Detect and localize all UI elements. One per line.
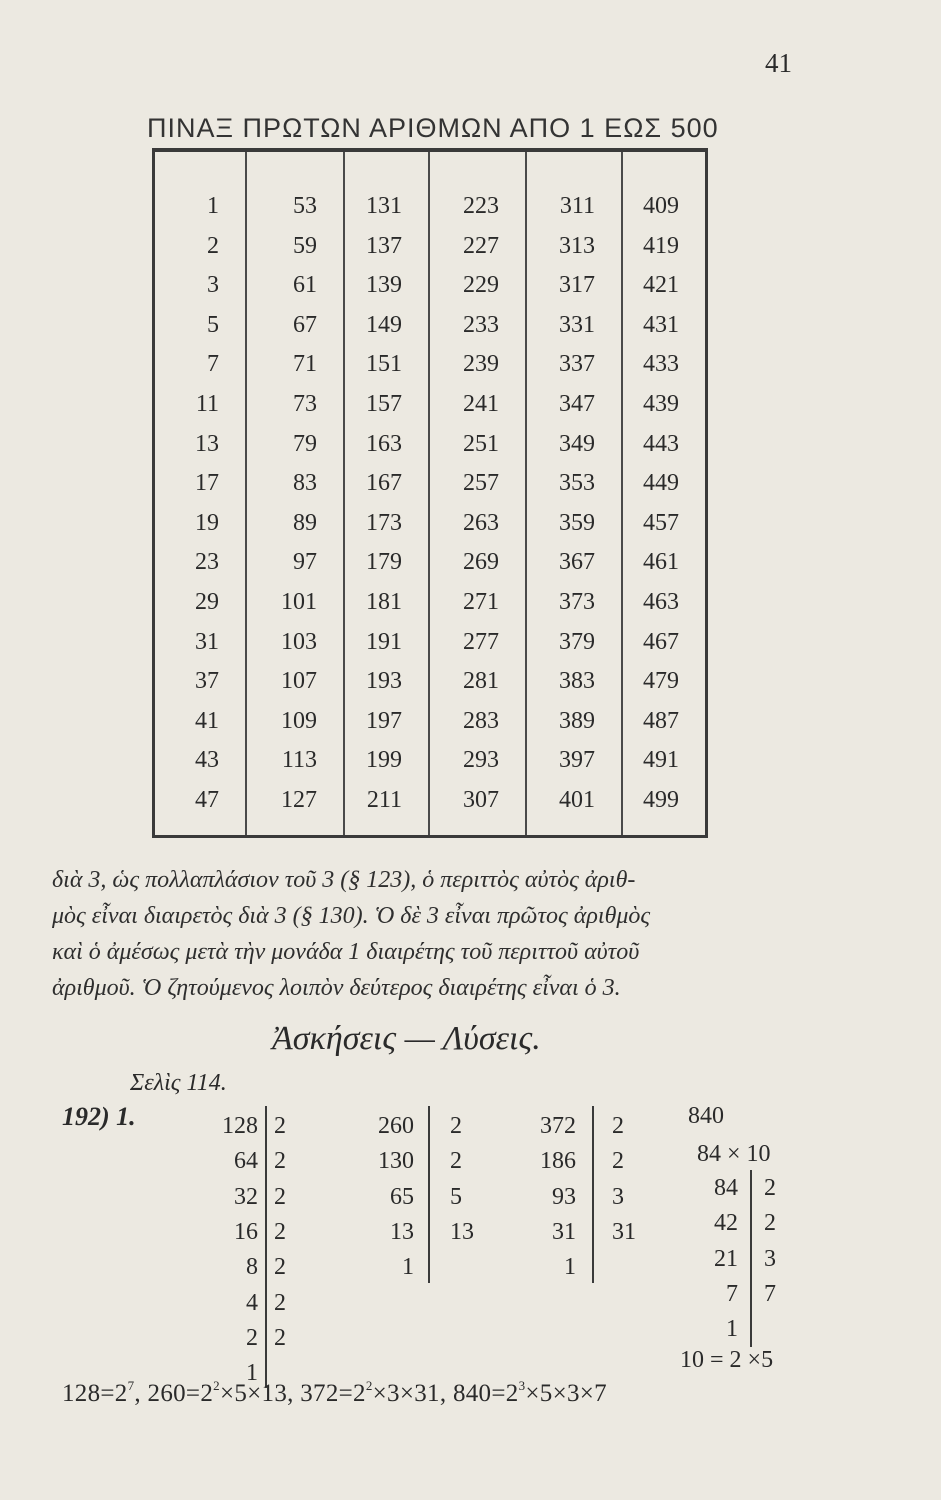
prime-cell: 383 <box>559 668 595 695</box>
prime-cell: 107 <box>281 668 317 695</box>
prime-cell: 311 <box>559 193 595 219</box>
prime-cell: 2 <box>207 232 219 259</box>
exercise-label: 192) 1. <box>62 1102 136 1131</box>
factor-quotient: 42 <box>714 1210 738 1237</box>
prime-cell: 283 <box>463 707 499 734</box>
prime-cell: 181 <box>366 589 402 615</box>
prime-cell: 479 <box>643 668 679 695</box>
factor-divisor: 2 <box>612 1148 624 1175</box>
factor-divisor: 7 <box>764 1280 776 1307</box>
prime-cell: 109 <box>281 707 317 734</box>
prime-column <box>343 152 428 835</box>
factor-quotient: 64 <box>234 1148 258 1175</box>
prime-cell: 467 <box>643 628 679 655</box>
prime-cell: 101 <box>281 589 317 615</box>
prime-cell: 449 <box>643 470 679 497</box>
prime-cell: 139 <box>366 272 402 299</box>
factor-quotient: 260 <box>378 1113 414 1139</box>
prime-cell: 233 <box>463 311 499 338</box>
prime-cell: 29 <box>195 589 219 615</box>
factor-quotient: 84 <box>714 1175 738 1201</box>
result-372: $372=2^2\times 3\times 31$, <box>293 1378 447 1407</box>
prime-cell: 191 <box>366 628 402 655</box>
factor-10-line: 10 = 2 ×5 <box>680 1347 774 1373</box>
factor-quotient: 93 <box>552 1183 576 1210</box>
factor-divisor: 2 <box>274 1254 286 1281</box>
prime-cell: 3 <box>207 272 219 299</box>
prime-column <box>245 152 343 835</box>
table-title: ΠΙΝΑΞ ΠΡΩΤΩΝ ΑΡΙΘΜΩΝ ΑΠΟ 1 ΕΩΣ 500 <box>147 113 719 143</box>
factor-divisor: 2 <box>450 1113 462 1139</box>
prime-cell: 1 <box>207 193 219 219</box>
prime-cell: 37 <box>195 668 219 695</box>
section-heading: Ἀσκήσεις — Λύσεις. <box>272 1020 541 1057</box>
factor-quotient: 4 <box>246 1289 258 1316</box>
prime-cell: 17 <box>195 470 219 497</box>
prime-cell: 83 <box>293 470 317 497</box>
prime-cell: 373 <box>559 589 595 615</box>
prime-cell: 71 <box>293 351 317 378</box>
prime-cell: 43 <box>195 747 219 774</box>
prime-cell: 491 <box>643 747 679 774</box>
prime-cell: 367 <box>559 549 595 576</box>
prime-cell: 431 <box>643 311 679 338</box>
prime-cell: 113 <box>281 747 317 774</box>
prime-cell: 227 <box>463 232 499 259</box>
prime-cell: 127 <box>281 787 317 813</box>
factor-divisor: 13 <box>450 1218 474 1245</box>
prime-cell: 397 <box>559 747 595 774</box>
factor-divider-line <box>592 1106 594 1283</box>
page-reference: Σελὶς 114. <box>130 1070 227 1096</box>
prime-cell: 277 <box>463 628 499 655</box>
prime-cell: 173 <box>366 509 402 536</box>
prime-cell: 263 <box>463 509 499 536</box>
prime-cell: 439 <box>643 391 679 417</box>
factor-divider-line <box>428 1106 430 1283</box>
factor-quotient: 128 <box>222 1113 258 1139</box>
factor-quotient: 372 <box>540 1113 576 1139</box>
prime-cell: 223 <box>463 193 499 219</box>
factor-divider-line <box>265 1106 267 1388</box>
prime-cell: 239 <box>463 351 499 378</box>
prime-cell: 389 <box>559 707 595 734</box>
prime-cell: 19 <box>195 509 219 536</box>
result-840: $840=2^3\times 5\times 3\times 7$ <box>446 1378 607 1407</box>
prime-cell: 487 <box>643 707 679 734</box>
factor-quotient: 186 <box>540 1148 576 1175</box>
prime-cell: 251 <box>463 430 499 457</box>
factor-divisor: 3 <box>764 1245 776 1272</box>
page-number: 41 <box>765 48 792 78</box>
factor-quotient: 130 <box>378 1148 414 1175</box>
factor-divisor: 2 <box>274 1218 286 1245</box>
final-results <box>62 1380 607 1408</box>
prime-cell: 163 <box>366 430 402 457</box>
prime-cell: 179 <box>366 549 402 576</box>
prime-cell: 317 <box>559 272 595 299</box>
prime-cell: 293 <box>463 747 499 774</box>
result-128: $128=2^7$ <box>62 1378 135 1407</box>
prime-cell: 269 <box>463 549 499 576</box>
prime-cell: 31 <box>195 628 219 655</box>
prime-cell: 419 <box>643 232 679 259</box>
prime-cell: 331 <box>559 311 595 338</box>
factor-divisor: 2 <box>764 1210 776 1237</box>
prime-cell: 5 <box>207 311 219 338</box>
prime-cell: 59 <box>293 232 317 259</box>
prime-cell: 151 <box>366 351 402 378</box>
prime-table <box>152 148 708 838</box>
prime-cell: 157 <box>366 391 402 417</box>
prime-cell: 401 <box>559 787 595 813</box>
factor-quotient: 16 <box>234 1218 258 1245</box>
factor-quotient: 1 <box>564 1254 576 1281</box>
prime-cell: 499 <box>643 787 679 813</box>
prime-cell: 103 <box>281 628 317 655</box>
prime-cell: 337 <box>559 351 595 378</box>
prime-cell: 197 <box>366 707 402 734</box>
prime-cell: 433 <box>643 351 679 378</box>
factor-quotient: 65 <box>390 1183 414 1210</box>
prime-cell: 211 <box>366 787 402 813</box>
prime-cell: 443 <box>643 430 679 457</box>
factor-quotient: 7 <box>726 1280 738 1307</box>
prime-cell: 193 <box>366 668 402 695</box>
prime-column <box>525 152 621 835</box>
prime-cell: 23 <box>195 549 219 576</box>
prime-cell: 461 <box>643 549 679 576</box>
prime-cell: 41 <box>195 707 219 734</box>
paragraph-line: καὶ ὁ ἀμέσως μετὰ τὴν μονάδα 1 διαιρέτης τοῦ περιττοῦ αὐτοῦ <box>52 939 640 965</box>
body-paragraph <box>52 862 832 1006</box>
prime-cell: 11 <box>195 391 219 417</box>
factor-divisor: 2 <box>764 1175 776 1201</box>
prime-cell: 347 <box>559 391 595 417</box>
prime-cell: 131 <box>366 193 402 219</box>
prime-column <box>621 152 705 835</box>
prime-cell: 409 <box>643 193 679 219</box>
prime-cell: 281 <box>463 668 499 695</box>
prime-cell: 229 <box>463 272 499 299</box>
paragraph-line: διὰ 3, ὡς πολλαπλάσιον τοῦ 3 (§ 123), ὁ περιττὸς αὐτὸς ἀριθ- <box>52 867 636 893</box>
prime-cell: 149 <box>366 311 402 338</box>
prime-cell: 379 <box>559 628 595 655</box>
prime-cell: 167 <box>366 470 402 497</box>
result-260: , $260=2^2\times 5\times 13$, <box>134 1378 294 1407</box>
factor-quotient: 32 <box>234 1183 258 1210</box>
factor-quotient: 13 <box>390 1218 414 1245</box>
factor-quotient: 2 <box>246 1324 258 1351</box>
prime-cell: 61 <box>293 272 317 299</box>
prime-cell: 67 <box>293 311 317 338</box>
prime-cell: 349 <box>559 430 595 457</box>
paragraph-line: ἀριθμοῦ. Ὁ ζητούμενος λοιπὸν δεύτερος διαιρέτης εἶναι ὁ 3. <box>52 975 621 1001</box>
prime-cell: 53 <box>293 193 317 219</box>
factor-divisor: 2 <box>274 1324 286 1351</box>
prime-cell: 421 <box>643 272 679 299</box>
prime-cell: 457 <box>643 509 679 536</box>
factor-quotient: 8 <box>246 1254 258 1281</box>
prime-cell: 137 <box>366 232 402 259</box>
prime-cell: 353 <box>559 470 595 497</box>
prime-cell: 7 <box>207 351 219 378</box>
factor-quotient: 21 <box>714 1245 738 1272</box>
prime-cell: 257 <box>463 470 499 497</box>
factor-840-split: 84 × 10 <box>697 1141 771 1167</box>
prime-column <box>428 152 525 835</box>
factor-divisor: 2 <box>274 1113 286 1139</box>
prime-cell: 79 <box>293 430 317 457</box>
factor-quotient: 1 <box>402 1254 414 1281</box>
factor-quotient: 1 <box>726 1316 738 1343</box>
factor-divisor: 2 <box>274 1289 286 1316</box>
prime-cell: 73 <box>293 391 317 417</box>
factor-divisor: 2 <box>274 1183 286 1210</box>
prime-cell: 13 <box>195 430 219 457</box>
prime-cell: 199 <box>366 747 402 774</box>
prime-cell: 307 <box>463 787 499 813</box>
prime-column <box>155 152 245 835</box>
factor-quotient: 1 <box>246 1360 258 1387</box>
prime-cell: 241 <box>463 391 499 417</box>
factor-quotient: 31 <box>552 1218 576 1245</box>
factor-divisor: 5 <box>450 1183 462 1210</box>
prime-cell: 463 <box>643 589 679 615</box>
factor-divisor: 2 <box>274 1148 286 1175</box>
prime-cell: 47 <box>195 787 219 813</box>
prime-cell: 97 <box>293 549 317 576</box>
prime-cell: 313 <box>559 232 595 259</box>
factor-divisor: 2 <box>612 1113 624 1139</box>
factor-divider-line <box>750 1170 752 1347</box>
prime-cell: 271 <box>463 589 499 615</box>
factor-840-header: 840 <box>688 1103 724 1129</box>
prime-cell: 359 <box>559 509 595 536</box>
factor-divisor: 2 <box>450 1148 462 1175</box>
factor-divisor: 31 <box>612 1218 636 1245</box>
paragraph-line: μὸς εἶναι διαιρετὸς διὰ 3 (§ 130). Ὁ δὲ 3 εἶναι πρῶτος ἀριθμὸς <box>52 903 651 929</box>
factor-divisor: 3 <box>612 1183 624 1210</box>
prime-cell: 89 <box>293 509 317 536</box>
